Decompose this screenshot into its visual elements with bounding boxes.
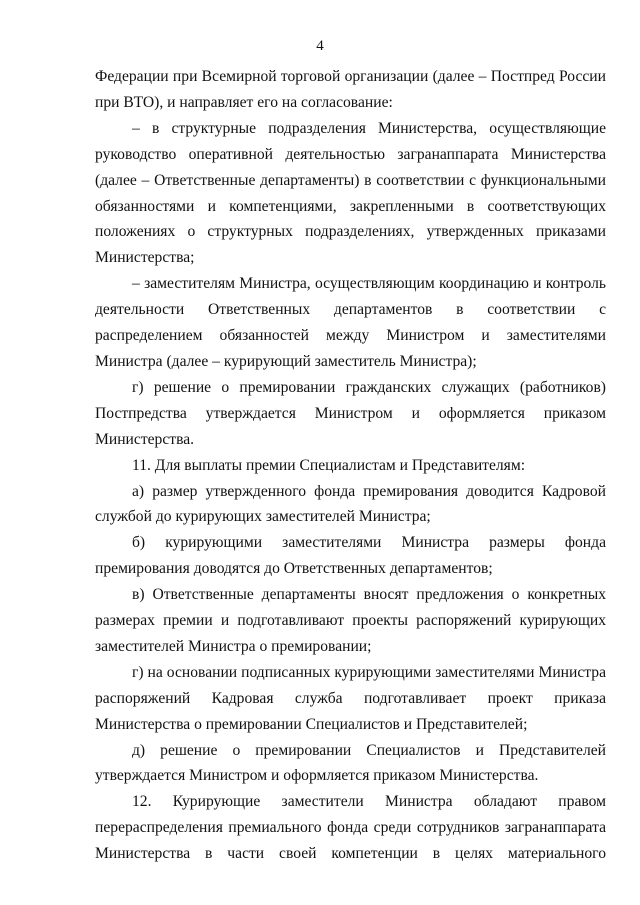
- page-number: 4: [316, 38, 324, 54]
- paragraph-item-v: в) Ответственные департаменты вносят предложения о конкретных размерах премии и подготавливают проекты распоряжений курирующих заместителей Министра о премировании;: [95, 586, 606, 655]
- paragraph-item-g-decision: г) решение о премировании гражданских служащих (работников) Постпредства утверждается Министром и оформляется приказом Министерства.: [95, 378, 606, 448]
- paragraph-item-b: б) курирующими заместителями Министра размеры фонда премирования доводятся до Ответственных департаментов;: [95, 534, 606, 578]
- paragraph-deputy-ministers: – заместителям Министра, осуществляющим координацию и контроль деятельности Ответственных департаментов в соответствии с распределением обязанностей между Министром и заместителями Министра (далее – курирующий заместитель Министра);: [95, 275, 606, 370]
- paragraph-section-12: 12. Курирующие заместители Министра обладают правом перераспределения премиального фонда среди сотрудников загранаппарата Министерства в части своей компетенции в целях материального: [95, 793, 606, 863]
- paragraph-structural-units: – в структурные подразделения Министерства, осуществляющие руководство оперативной деятельностью загранаппарата Министерства (далее – Ответственные департаменты) в соответствии с функциональными обязанностями и компетенциями, закрепленными в соответствующих положениях о структурных подразделениях, утвержденных приказами Министерства;: [95, 119, 606, 267]
- document-body: [95, 64, 606, 867]
- paragraph-item-a: а) размер утвержденного фонда премирования доводится Кадровой службой до курирующих заместителей Министра;: [95, 482, 606, 526]
- paragraph-item-d: д) решение о премировании Специалистов и Представителей утверждается Министром и оформляется приказом Министерства.: [95, 741, 606, 785]
- paragraph-continuation: Федерации при Всемирной торговой организации (далее – Постпред России при ВТО), и направляет его на согласование:: [95, 68, 606, 111]
- paragraph-item-g: г) на основании подписанных курирующими заместителями Министра распоряжений Кадровая служба подготавливает проект приказа Министерства о премировании Специалистов и Представителей;: [95, 663, 606, 733]
- paragraph-section-11: 11. Для выплаты премии Специалистам и Представителям:: [132, 456, 526, 474]
